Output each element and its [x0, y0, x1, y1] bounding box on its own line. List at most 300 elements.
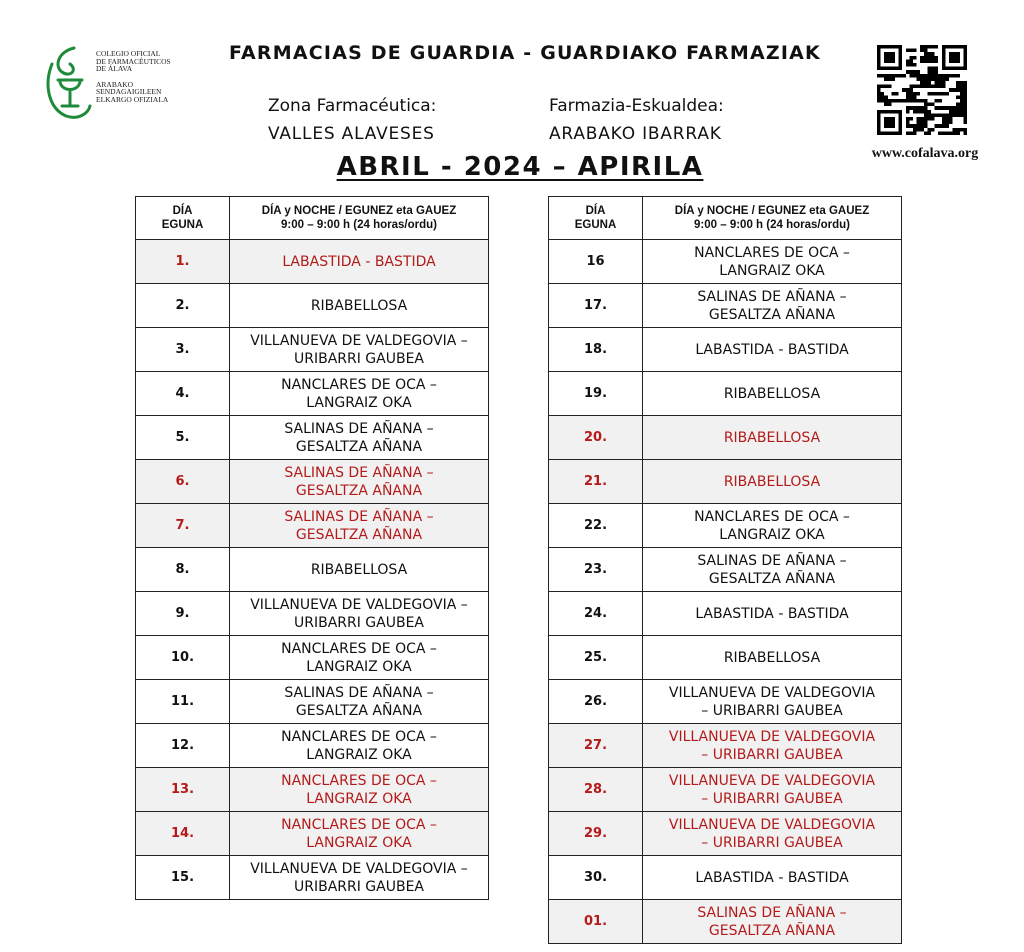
qr-module	[884, 74, 888, 78]
qr-module	[953, 106, 957, 110]
pharmacy-line: NANCLARES DE OCA –	[281, 728, 437, 745]
qr-module	[963, 81, 967, 85]
qr-module	[913, 56, 917, 60]
pharmacy-line: NANCLARES DE OCA –	[281, 640, 437, 657]
pharmacy-line: URIBARRI GAUBEA	[293, 878, 425, 895]
qr-module	[963, 128, 967, 132]
pharmacy-line: VILLANUEVA DE VALDEGOVIA	[668, 728, 876, 745]
qr-module	[942, 124, 946, 128]
qr-module	[927, 117, 931, 121]
table-row	[136, 592, 489, 636]
day-cell: 27.	[549, 724, 643, 768]
col-header-pharmacy	[230, 197, 489, 240]
day-cell: 26.	[549, 680, 643, 724]
qr-module	[938, 85, 942, 89]
qr-module	[917, 106, 921, 110]
pharmacy-cell	[643, 416, 902, 460]
qr-module	[920, 124, 924, 128]
qr-module	[924, 117, 928, 121]
qr-module	[913, 131, 917, 135]
pharmacy-cell	[643, 636, 902, 680]
qr-module	[963, 92, 967, 96]
pharmacy-line: LANGRAIZ OKA	[306, 790, 412, 807]
qr-module	[927, 70, 931, 74]
qr-module	[935, 92, 939, 96]
pharmacy-cup-snake-icon	[44, 44, 94, 122]
qr-module	[920, 121, 924, 125]
pharmacy-line: URIBARRI GAUBEA	[293, 350, 425, 367]
pharmacy-line: SALINAS DE AÑANA –	[697, 552, 847, 569]
qr-module	[920, 110, 924, 114]
qr-module	[931, 92, 935, 96]
pharmacy-cell	[643, 592, 902, 636]
pharmacy-line: GESALTZA AÑANA	[708, 570, 836, 587]
qr-module	[938, 77, 942, 81]
pharmacy-line: VILLANUEVA DE VALDEGOVIA	[668, 816, 876, 833]
qr-module	[891, 77, 895, 81]
qr-module	[924, 59, 928, 63]
qr-module	[909, 95, 913, 99]
qr-module	[909, 49, 913, 53]
qr-module	[877, 85, 881, 89]
qr-module	[927, 67, 931, 71]
table-row	[549, 900, 902, 944]
pharmacy-cell	[230, 724, 489, 768]
pharmacy-cell	[230, 460, 489, 504]
qr-module	[924, 74, 928, 78]
qr-module	[931, 74, 935, 78]
pharmacy-cell	[230, 592, 489, 636]
pharmacy-line: GESALTZA AÑANA	[295, 438, 423, 455]
pharmacy-cell	[230, 812, 489, 856]
qr-module	[927, 81, 931, 85]
qr-module	[942, 74, 946, 78]
table-row	[136, 768, 489, 812]
qr-module	[931, 45, 935, 49]
qr-module	[953, 113, 957, 117]
qr-module	[881, 74, 885, 78]
qr-module	[956, 131, 960, 135]
pharmacy-line: – URIBARRI GAUBEA	[701, 790, 843, 807]
pharmacy-line: SALINAS DE AÑANA –	[284, 420, 434, 437]
pharmacy-line: LANGRAIZ OKA	[719, 526, 825, 543]
qr-module	[913, 70, 917, 74]
pharmacy-line: SALINAS DE AÑANA –	[284, 508, 434, 525]
qr-module	[960, 88, 964, 92]
qr-module	[956, 110, 960, 114]
website-link[interactable]: www.cofalava.org	[871, 146, 979, 161]
day-cell: 21.	[549, 460, 643, 504]
logo-text-eu-3: ELKARGO OFIZIALA	[96, 94, 169, 104]
qr-module	[931, 85, 935, 89]
day-cell: 29.	[549, 812, 643, 856]
qr-module	[935, 77, 939, 81]
zone-label-es: Zona Farmacéutica:	[268, 96, 437, 116]
pharmacy-line: RIBABELLOSA	[723, 385, 821, 402]
qr-module	[949, 113, 953, 117]
qr-module	[963, 113, 967, 117]
qr-module	[963, 103, 967, 107]
qr-module	[913, 85, 917, 89]
pharmacy-line: RIBABELLOSA	[310, 297, 408, 314]
qr-module	[949, 52, 960, 63]
qr-module	[963, 117, 967, 121]
col-header-pharmacy-line2: 9:00 – 9:00 h (24 horas/ordu)	[694, 219, 850, 231]
qr-module	[942, 81, 946, 85]
qr-module	[931, 56, 935, 60]
qr-module	[877, 88, 881, 92]
qr-module	[913, 92, 917, 96]
pharmacy-line: LANGRAIZ OKA	[306, 834, 412, 851]
qr-module	[913, 110, 917, 114]
col-header-pharmacy-line1: DÍA y NOCHE / EGUNEZ eta GAUEZ	[261, 205, 457, 217]
day-cell: 30.	[549, 856, 643, 900]
qr-module	[949, 106, 953, 110]
qr-module	[960, 81, 964, 85]
qr-module	[906, 88, 910, 92]
qr-module	[949, 110, 953, 114]
qr-module	[920, 85, 924, 89]
pharmacy-line: VILLANUEVA DE VALDEGOVIA	[668, 772, 876, 789]
qr-module	[960, 85, 964, 89]
qr-module	[909, 88, 913, 92]
qr-module	[920, 56, 924, 60]
table-row	[136, 504, 489, 548]
qr-module	[963, 121, 967, 125]
qr-module	[927, 128, 931, 132]
qr-module	[960, 92, 964, 96]
qr-module	[884, 52, 895, 63]
pharmacy-cell	[643, 328, 902, 372]
day-cell: 1.	[136, 240, 230, 284]
qr-module	[935, 106, 939, 110]
qr-module	[935, 124, 939, 128]
qr-module	[884, 85, 888, 89]
qr-module	[931, 128, 935, 132]
qr-module	[956, 81, 960, 85]
qr-module	[920, 81, 924, 85]
pharmacy-cell	[643, 460, 902, 504]
qr-module	[960, 113, 964, 117]
table-row	[136, 724, 489, 768]
day-cell: 28.	[549, 768, 643, 812]
qr-module	[909, 85, 913, 89]
qr-module	[945, 92, 949, 96]
logo-text-es-1: COLEGIO OFICIAL	[96, 49, 161, 58]
qr-module	[945, 117, 949, 121]
qr-module	[917, 92, 921, 96]
qr-module	[917, 128, 921, 132]
qr-module	[891, 92, 895, 96]
pharmacy-line: LANGRAIZ OKA	[306, 658, 412, 675]
qr-module	[888, 103, 892, 107]
day-cell: 6.	[136, 460, 230, 504]
qr-module	[963, 110, 967, 114]
day-cell: 17.	[549, 284, 643, 328]
table-row	[549, 856, 902, 900]
pharmacy-line: NANCLARES DE OCA –	[281, 376, 437, 393]
qr-module	[917, 99, 921, 103]
pharmacy-cell	[643, 768, 902, 812]
pharmacy-line: VILLANUEVA DE VALDEGOVIA	[668, 684, 876, 701]
qr-module	[942, 92, 946, 96]
logo-text	[96, 50, 171, 104]
qr-module	[909, 92, 913, 96]
table-row	[136, 240, 489, 284]
qr-module	[938, 106, 942, 110]
qr-module	[938, 92, 942, 96]
qr-module	[906, 131, 910, 135]
table-row	[549, 284, 902, 328]
qr-module	[924, 103, 928, 107]
qr-module	[917, 70, 921, 74]
qr-module	[920, 49, 924, 53]
qr-module	[909, 106, 913, 110]
pharmacy-cell	[230, 636, 489, 680]
table-header-row	[136, 197, 489, 240]
qr-module	[909, 131, 913, 135]
qr-module	[949, 88, 953, 92]
qr-module	[945, 77, 949, 81]
qr-module	[906, 63, 910, 67]
qr-module	[956, 95, 960, 99]
col-header-day-es: DÍA	[585, 205, 606, 217]
day-cell: 16	[549, 240, 643, 284]
col-header-day-es: DÍA	[172, 205, 193, 217]
qr-module	[956, 106, 960, 110]
qr-module	[906, 92, 910, 96]
day-cell: 8.	[136, 548, 230, 592]
qr-module	[960, 103, 964, 107]
qr-module	[906, 124, 910, 128]
qr-module	[927, 52, 931, 56]
pharmacy-cell	[643, 548, 902, 592]
logo-text-es-3: DE ÁLAVA	[96, 64, 133, 74]
qr-module	[891, 74, 895, 78]
pharmacy-line: LANGRAIZ OKA	[306, 394, 412, 411]
qr-module	[920, 59, 924, 63]
qr-module	[945, 131, 949, 135]
qr-module	[877, 74, 881, 78]
pharmacy-cell	[230, 240, 489, 284]
day-cell: 22.	[549, 504, 643, 548]
pharmacy-cell	[230, 504, 489, 548]
qr-module	[927, 74, 931, 78]
table-row	[136, 460, 489, 504]
day-cell: 15.	[136, 856, 230, 900]
qr-module	[938, 74, 942, 78]
qr-module	[956, 113, 960, 117]
qr-module	[945, 124, 949, 128]
qr-module	[913, 63, 917, 67]
pharmacy-line: SALINAS DE AÑANA –	[697, 288, 847, 305]
qr-module	[924, 49, 928, 53]
qr-module	[917, 74, 921, 78]
qr-module	[942, 131, 946, 135]
qr-module	[924, 110, 928, 114]
qr-module	[942, 77, 946, 81]
qr-module	[924, 52, 928, 56]
pharmacy-line: NANCLARES DE OCA –	[694, 244, 850, 261]
qr-module	[906, 106, 910, 110]
qr-module	[906, 70, 910, 74]
qr-module	[945, 121, 949, 125]
pharmacy-cell	[230, 284, 489, 328]
pharmacy-line: LABASTIDA - BASTIDA	[282, 253, 436, 270]
qr-module	[935, 67, 939, 71]
qr-module	[895, 99, 899, 103]
pharmacy-cell	[230, 416, 489, 460]
qr-module	[917, 121, 921, 125]
qr-module	[956, 103, 960, 107]
table-row	[549, 504, 902, 548]
table-row	[549, 372, 902, 416]
qr-module	[902, 99, 906, 103]
qr-module	[924, 131, 928, 135]
table-row	[549, 328, 902, 372]
qr-module	[895, 74, 899, 78]
pharmacy-line: – URIBARRI GAUBEA	[701, 746, 843, 763]
col-header-day-eu: EGUNA	[574, 219, 617, 231]
qr-module	[935, 81, 939, 85]
logo-text-eu-2: SENDAGAIGILEEN	[96, 87, 162, 97]
pharmacy-line: SALINAS DE AÑANA –	[697, 904, 847, 921]
qr-module	[938, 99, 942, 103]
table-row	[136, 856, 489, 900]
table-row	[136, 636, 489, 680]
qr-module	[956, 128, 960, 132]
qr-module	[953, 131, 957, 135]
pharmacy-line: SALINAS DE AÑANA –	[284, 464, 434, 481]
qr-module	[942, 117, 946, 121]
pharmacy-cell	[230, 680, 489, 724]
qr-module	[935, 85, 939, 89]
qr-module	[888, 85, 892, 89]
month-title	[300, 152, 740, 182]
qr-module	[927, 45, 931, 49]
pharmacy-cell	[643, 856, 902, 900]
day-cell: 01.	[549, 900, 643, 944]
qr-module	[920, 45, 924, 49]
pharmacy-line: LABASTIDA - BASTIDA	[695, 869, 849, 886]
qr-module	[902, 88, 906, 92]
qr-module	[917, 77, 921, 81]
pharmacy-line: URIBARRI GAUBEA	[293, 614, 425, 631]
qr-module	[960, 110, 964, 114]
qr-module	[927, 59, 931, 63]
qr-module	[924, 99, 928, 103]
qr-module	[963, 88, 967, 92]
qr-module	[920, 117, 924, 121]
qr-module	[931, 77, 935, 81]
qr-module	[935, 113, 939, 117]
qr-module	[884, 103, 888, 107]
qr-module	[906, 59, 910, 63]
qr-module	[945, 113, 949, 117]
qr-module	[935, 45, 939, 49]
day-cell: 2.	[136, 284, 230, 328]
qr-module	[920, 77, 924, 81]
qr-module	[931, 52, 935, 56]
qr-module	[884, 117, 895, 128]
pharmacy-cell	[643, 724, 902, 768]
qr-module	[909, 74, 913, 78]
day-cell: 12.	[136, 724, 230, 768]
qr-module	[888, 99, 892, 103]
qr-module	[935, 70, 939, 74]
table-row	[136, 416, 489, 460]
table-row	[549, 240, 902, 284]
qr-module	[917, 124, 921, 128]
table-row	[136, 680, 489, 724]
qr-code-icon[interactable]	[877, 45, 967, 135]
qr-module	[956, 85, 960, 89]
qr-module	[899, 74, 903, 78]
qr-module	[927, 92, 931, 96]
day-cell: 24.	[549, 592, 643, 636]
day-cell: 18.	[549, 328, 643, 372]
qr-module	[881, 85, 885, 89]
qr-module	[927, 103, 931, 107]
qr-module	[906, 95, 910, 99]
qr-module	[938, 131, 942, 135]
day-cell: 9.	[136, 592, 230, 636]
qr-module	[927, 56, 931, 60]
table-row	[549, 768, 902, 812]
pharmacy-cell	[230, 856, 489, 900]
qr-module	[931, 70, 935, 74]
logo-text-es-2: DE FARMACÉUTICOS	[96, 56, 171, 66]
qr-module	[953, 74, 957, 78]
qr-module	[909, 59, 913, 63]
qr-module	[906, 49, 910, 53]
qr-module	[884, 77, 888, 81]
qr-module	[938, 113, 942, 117]
qr-module	[909, 124, 913, 128]
qr-module	[888, 74, 892, 78]
qr-module	[960, 99, 964, 103]
qr-module	[924, 56, 928, 60]
pharmacy-line: NANCLARES DE OCA –	[694, 508, 850, 525]
zone-value-es: VALLES ALAVESES	[268, 124, 435, 144]
pharmacy-cell	[643, 504, 902, 548]
day-cell: 20.	[549, 416, 643, 460]
qr-module	[917, 85, 921, 89]
pharmacy-line: LANGRAIZ OKA	[719, 262, 825, 279]
qr-module	[913, 128, 917, 132]
qr-module	[924, 113, 928, 117]
table-row	[136, 812, 489, 856]
zone-label-eu: Farmazia-Eskualdea:	[549, 96, 724, 116]
qr-module	[909, 70, 913, 74]
table-row	[549, 592, 902, 636]
logo-text-eu-1: ARABAKO	[96, 79, 134, 89]
qr-module	[881, 92, 885, 96]
qr-module	[945, 74, 949, 78]
table-row	[549, 548, 902, 592]
qr-module	[909, 56, 913, 60]
day-cell: 13.	[136, 768, 230, 812]
table-row	[549, 460, 902, 504]
qr-module	[938, 81, 942, 85]
qr-module	[935, 74, 939, 78]
qr-module	[881, 95, 885, 99]
qr-module	[917, 110, 921, 114]
col-header-pharmacy	[643, 197, 902, 240]
qr-module	[927, 113, 931, 117]
table-header-row	[549, 197, 902, 240]
qr-module	[906, 99, 910, 103]
